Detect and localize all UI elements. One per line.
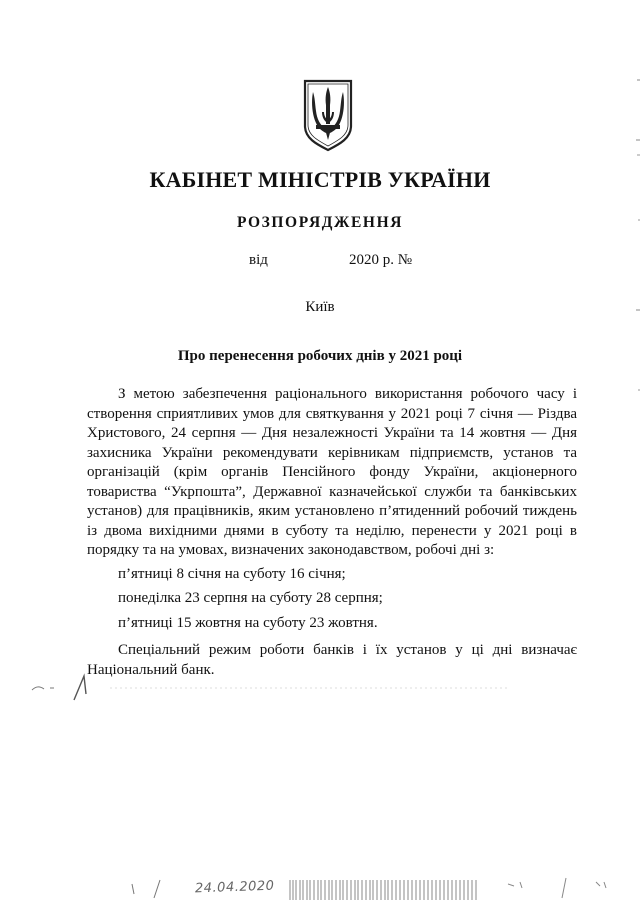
scan-line: [110, 686, 510, 690]
document-body: [87, 385, 577, 695]
handwritten-date: 24.04.2020: [194, 878, 275, 897]
document-heading: Про перенесення робочих днів у 2021 році: [177, 348, 463, 364]
transfer-item: понеділка 23 серпня на суботу 28 серпня;: [118, 590, 383, 606]
trident-coat-of-arms-icon: [302, 78, 354, 152]
edge-scan-marks: [628, 60, 640, 460]
government-title: КАБІНЕТ МІНІСТРІВ УКРАЇНИ: [149, 167, 491, 192]
signature-mark: [30, 672, 110, 702]
date-from-label: від: [249, 252, 268, 268]
transfer-item: п’ятниці 8 січня на суботу 16 січня;: [118, 565, 346, 582]
final-paragraph: Спеціальний режим роботи банків і їх установ у ці дні визначає Національний банк.: [87, 642, 577, 678]
city-name: Київ: [305, 299, 335, 315]
date-year-number: 2020 р. №: [349, 252, 413, 268]
intro-paragraph: З метою забезпечення раціонального використання робочого часу і створення сприятливих умов для святкування у 2021 році 7 січня — Різдва Христового, 24 серпня — Дня незалежності України та 14 жовтня — Дня захисника України рекомендувати керівникам підприємств, установ та організацій (крім органів Пенсійного фонду України, акціонерного товариства “Укрпошта”, Державної казначейської служби та банківських установ) для працівників, яким установлено п’ятиденний робочий тиждень із двома вихідними днями в суботу та неділю, перенести у 2021 році в порядку та на умовах, визначених законодавством, робочі дні з:: [87, 386, 577, 558]
document-type: РОЗПОРЯДЖЕННЯ: [236, 214, 404, 231]
transfer-item: п’ятниці 15 жовтня на суботу 23 жовтня.: [118, 614, 378, 631]
footer-scan-marks: [0, 870, 640, 906]
